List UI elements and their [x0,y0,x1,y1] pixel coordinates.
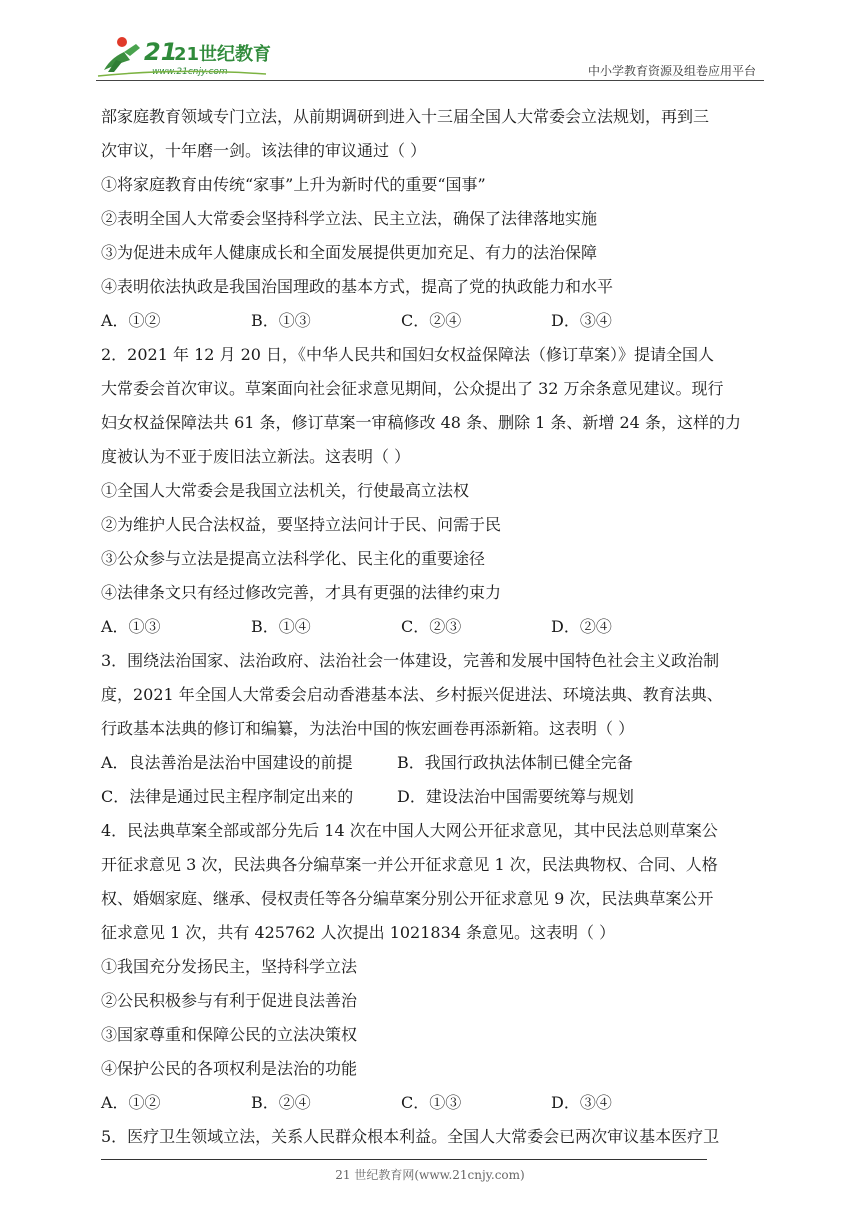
q1-options [101,304,763,338]
statement-2: ②公民积极参与有利于促进良法善治 [101,991,358,1010]
header-platform-text: 中小学教育资源及组卷应用平台 [587,64,756,78]
statement-3: ③国家尊重和保障公民的立法决策权 [101,1025,358,1044]
q3-options-row-1 [101,746,763,780]
svg-text:21世纪教育: 21世纪教育 [174,44,271,65]
statement-4: ④保护公民的各项权利是法治的功能 [101,1059,358,1078]
footer-text: 21 世纪教育网(www.21cnjy.com) [335,1168,525,1182]
q3-stem: 行政基本法典的修订和编纂，为法治中国的恢宏画卷再添新箱。这表明（ ） [101,719,635,738]
svg-text:www.21cnjy.com: www.21cnjy.com [152,67,228,77]
option-b: B．我国行政执法体制已健全完备 [397,753,633,772]
option-a: A．良法善治是法治中国建设的前提 [101,753,353,772]
q4-stem: 开征求意见 3 次，民法典各分编草案一并公开征求意见 1 次，民法典物权、合同、人格 [101,855,718,874]
statement-2: ②为维护人民合法权益，要坚持立法问计于民、问需于民 [101,515,502,534]
statement-3: ③公众参与立法是提高立法科学化、民主化的重要途径 [101,549,486,568]
option-c: C．②④ [401,311,462,330]
svg-text:21: 21 [144,38,178,66]
option-a: A．①② [101,1093,161,1112]
option-b: B．①③ [251,311,311,330]
q4-options [101,1086,763,1120]
option-c: C．法律是通过民主程序制定出来的 [101,787,354,806]
option-d: D．②④ [551,617,612,636]
text-line: 部家庭教育领域专门立法，从前期调研到进入十三届全国人大常委会立法规划，再到三 [101,107,710,126]
q2-options [101,610,763,644]
statement-4: ④法律条文只有经过修改完善，才具有更强的法律约束力 [101,583,502,602]
option-a: A．①② [101,311,161,330]
text-line: 次审议，十年磨一剑。该法律的审议通过（ ） [101,141,427,160]
option-a: A．①③ [101,617,161,636]
q4-stem: 权、婚姻家庭、继承、侵权责任等各分编草案分别公开征求意见 9 次，民法典草案公开 [101,889,714,908]
q3-stem: 3．围绕法治国家、法治政府、法治社会一体建设，完善和发展中国特色社会主义政治制 [101,651,720,670]
option-d: D．③④ [551,311,612,330]
q4-stem: 4．民法典草案全部或部分先后 14 次在中国人大网公开征求意见，其中民法总则草案公 [101,821,718,840]
header-divider [96,80,764,81]
page-header [0,0,860,90]
q2-stem: 妇女权益保障法共 61 条，修订草案一审稿修改 48 条、删除 1 条、新增 24 条，这样的力 [101,413,741,432]
statement-2: ②表明全国人大常委会坚持科学立法、民主立法，确保了法律落地实施 [101,209,598,228]
q5-stem: 5．医疗卫生领域立法，关系人民群众根本利益。全国人大常委会已两次审议基本医疗卫 [101,1127,720,1146]
q2-stem: 大常委会首次审议。草案面向社会征求意见期间，公众提出了 32 万余条意见建议。现行 [101,379,724,398]
q2-stem: 度被认为不亚于废旧法立新法。这表明（ ） [101,447,411,466]
option-d: D．③④ [551,1093,612,1112]
document-body [101,100,763,1154]
statement-3: ③为促进未成年人健康成长和全面发展提供更加充足、有力的法治保障 [101,243,598,262]
option-b: B．①④ [251,617,311,636]
q3-options-row-2 [101,780,763,814]
q2-stem: 2．2021 年 12 月 20 日，《中华人民共和国妇女权益保障法（修订草案）》提请全国人 [101,345,715,364]
statement-1: ①将家庭教育由传统“家事”上升为新时代的重要“国事” [101,175,486,194]
option-d: D．建设法治中国需要统筹与规划 [397,787,634,806]
statement-4: ④表明依法执政是我国治国理政的基本方式，提高了党的执政能力和水平 [101,277,614,296]
logo-21cnjy [96,30,271,80]
option-c: C．②③ [401,617,462,636]
option-b: B．②④ [251,1093,311,1112]
q3-stem: 度，2021 年全国人大常委会启动香港基本法、乡村振兴促进法、环境法典、教育法典、 [101,685,723,704]
footer-divider [101,1159,707,1160]
option-c: C．①③ [401,1093,462,1112]
q4-stem: 征求意见 1 次，共有 425762 人次提出 1021834 条意见。这表明（ ） [101,923,616,942]
statement-1: ①全国人大常委会是我国立法机关，行使最高立法权 [101,481,470,500]
statement-1: ①我国充分发扬民主，坚持科学立法 [101,957,358,976]
